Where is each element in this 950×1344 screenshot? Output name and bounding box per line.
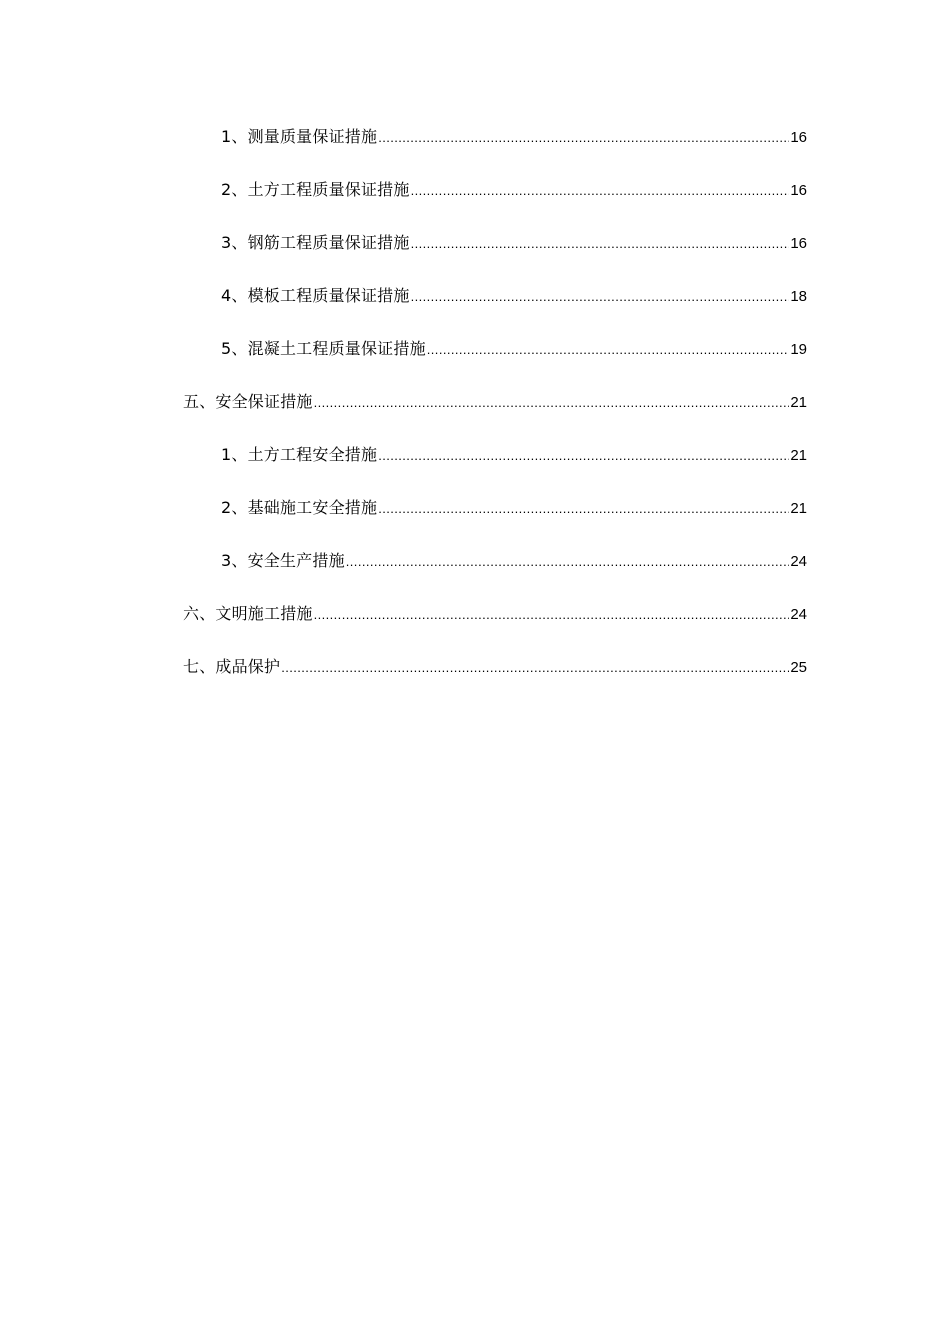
toc-entry-page-number: 24 bbox=[790, 553, 807, 570]
toc-dot-leader bbox=[378, 120, 789, 156]
toc-dot-leader bbox=[427, 332, 790, 368]
toc-entry[interactable] bbox=[183, 278, 807, 331]
toc-dot-leader bbox=[314, 597, 790, 633]
toc-entry[interactable] bbox=[183, 543, 807, 596]
toc-entry[interactable] bbox=[183, 331, 807, 384]
toc-dot-leader bbox=[411, 279, 790, 315]
table-of-contents bbox=[183, 119, 807, 702]
toc-entry-page-number: 18 bbox=[790, 288, 807, 305]
toc-entry-page-number: 21 bbox=[790, 394, 807, 411]
toc-entry[interactable] bbox=[183, 225, 807, 278]
toc-entry-label: 1、测量质量保证措施 bbox=[221, 127, 378, 146]
toc-entry-page-number: 24 bbox=[790, 606, 807, 623]
toc-entry-page-number: 21 bbox=[790, 447, 807, 464]
toc-entry-label: 2、土方工程质量保证措施 bbox=[221, 180, 410, 199]
toc-entry-page-number: 16 bbox=[790, 235, 807, 252]
toc-dot-leader bbox=[411, 226, 790, 262]
toc-entry[interactable] bbox=[183, 490, 807, 543]
toc-entry[interactable] bbox=[183, 172, 807, 225]
toc-entry-label: 七、成品保护 bbox=[183, 657, 281, 676]
toc-entry-page-number: 16 bbox=[790, 182, 807, 199]
toc-entry-label: 5、混凝土工程质量保证措施 bbox=[221, 339, 426, 358]
toc-dot-leader bbox=[346, 544, 790, 580]
toc-entry[interactable] bbox=[183, 119, 807, 172]
toc-dot-leader bbox=[281, 650, 789, 686]
toc-dot-leader bbox=[378, 491, 789, 527]
toc-entry-label: 3、钢筋工程质量保证措施 bbox=[221, 233, 410, 252]
toc-entry[interactable] bbox=[183, 596, 807, 649]
toc-entry-label: 五、安全保证措施 bbox=[183, 392, 313, 411]
toc-entry-label: 2、基础施工安全措施 bbox=[221, 498, 378, 517]
toc-entry-label: 4、模板工程质量保证措施 bbox=[221, 286, 410, 305]
toc-entry-page-number: 19 bbox=[790, 341, 807, 358]
toc-entry[interactable] bbox=[183, 384, 807, 437]
toc-entry-page-number: 25 bbox=[790, 659, 807, 676]
toc-entry-page-number: 21 bbox=[790, 500, 807, 517]
toc-entry-page-number: 16 bbox=[790, 129, 807, 146]
toc-dot-leader bbox=[411, 173, 790, 209]
toc-dot-leader bbox=[314, 385, 790, 421]
toc-entry[interactable] bbox=[183, 437, 807, 490]
toc-entry-label: 1、土方工程安全措施 bbox=[221, 445, 378, 464]
toc-entry-label: 六、文明施工措施 bbox=[183, 604, 313, 623]
toc-entry[interactable] bbox=[183, 649, 807, 702]
toc-entry-label: 3、安全生产措施 bbox=[221, 551, 345, 570]
toc-dot-leader bbox=[378, 438, 789, 474]
